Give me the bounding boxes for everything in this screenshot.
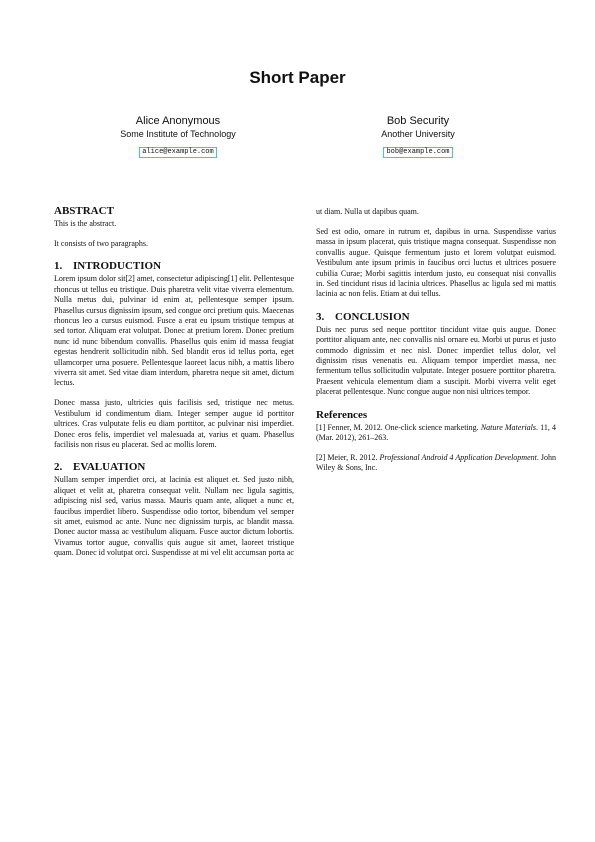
author-email-link[interactable]: bob@example.com xyxy=(383,147,452,158)
reference-text: . 11, 4 (Mar. 2012), 261–263. xyxy=(316,422,556,442)
abstract-paragraph-2: It consists of two paragraphs. xyxy=(54,238,148,248)
author-name: Bob Security xyxy=(386,115,450,127)
abstract-paragraph-1: This is the abstract. xyxy=(54,219,117,228)
author-email-link[interactable]: alice@example.com xyxy=(139,147,216,158)
reference-item-2 xyxy=(316,453,556,474)
reference-text: . John Wiley & Sons, Inc. xyxy=(316,452,556,473)
reference-text: [2] Meier, R. 2012. xyxy=(316,452,380,462)
section-title: EVALUATION xyxy=(73,461,146,474)
reference-item-1 xyxy=(316,423,556,444)
section-heading-evaluation xyxy=(54,461,294,474)
author-block-1 xyxy=(58,115,298,158)
references-heading: References xyxy=(316,408,368,421)
section-number: 3. xyxy=(316,310,325,323)
right-column xyxy=(316,207,556,474)
paper-title: Short Paper xyxy=(249,68,346,87)
evaluation-paragraph-2: Sed est odio, ornare in rutrum et, dapibus in urna. Suspendisse varius massa in ipsum placerat, quis tristique magna consequat. Suspendisse non convallis augue. Quisque fermentum justo et lorem volutpat euismod. Vestibulum ante ipsum primis in faucibus orci luctus et ultrices posuere cubilia Curae; Morbi sagittis interdum justo, eu consequat nisi convallis in. Sed tincidunt risus id lacinia ultrices. Phasellus ac ligula sed mi mattis lacinia ac non felis. Etiam at dui tellus. xyxy=(316,226,556,299)
author-name: Alice Anonymous xyxy=(135,115,221,127)
section-number: 2. xyxy=(54,461,63,474)
section-heading-introduction xyxy=(54,260,294,273)
reference-venue: Professional Android 4 Application Development xyxy=(379,452,537,462)
reference-text: [1] Fenner, M. 2012. One-click science marketing. xyxy=(316,422,481,432)
evaluation-paragraph-1: Nullam semper imperdiet orci, at lacinia est aliquet et. Sed justo nibh, aliquet et velit at, pharetra consequat velit. Nullam nec ligula sagittis, adipiscing nisl sed, varius massa. Mauris quam ante, aliquet a nunc et, faucibus imperdiet libero. Suspendisse odio tortor, bibendum vel semper sit amet, euismod ac ante. Nunc nec dignissim turpis, ac blandit massa. Donec auctor massa ac vestibulum aliquam. Fusce auctor dictum lobortis. Vivamus tortor augue, convallis quis augue sit amet, laoreet tristique quam. Donec id volutpat orci. Suspendisse at mi vel elit accumsan porta ac xyxy=(54,475,294,558)
author-affiliation: Another University xyxy=(381,129,455,139)
introduction-paragraph-1: Lorem ipsum dolor sit[2] amet, consectetur adipiscing[1] elit. Pellentesque rhoncus ut tellus eu tristique. Duis pharetra velit vitae viverra elementum. Nulla metus dui, pulvinar id enim at, pellentesque semper ipsum. Phasellus cursus dignissim ipsum, sed congue orci pretium quis. Maecenas rhoncus leo a cursus euismod. Fusce a erat eu ipsum tristique tempus at sed tortor. Aliquam erat volutpat. Donec at pretium lorem. Donec pretium nunc id nunc bibendum convallis. Phasellus quis enim id massa feugiat egestas hendrerit sollicitudin nibh. Sed blandit eros id tellus porta, eget ullamcorper urna posuere. Pellentesque laoreet lacus nibh, a mattis libero viverra sit amet. Sed vitae diam interdum, pharetra neque sit amet, dictum lectus. xyxy=(54,274,294,388)
evaluation-paragraph-1-continued: ut diam. Nulla ut dapibus quam. xyxy=(316,207,419,216)
conclusion-paragraph-1: Duis nec purus sed neque porttitor tincidunt vitae quis augue. Donec porttitor aliquam ante, nec convallis nisl ornare eu. Morbi ut purus et justo commodo dignissim et nec nisl. Donec imperdiet tellus dolor, vel dignissim risus venenatis eu. Aliquam tempor imperdiet massa, nec fermentum tellus sollicitudin vulputate. Integer posuere porttitor pharetra. Praesent vehicula elementum diam a suscipit. Morbi viverra velit eget placerat pellentesque. Nunc congue augue non nisi ultrices tempor. xyxy=(316,324,556,397)
introduction-paragraph-2: Donec massa justo, ultricies quis facilisis sed, tristique nec metus. Vestibulum id condimentum diam. Integer semper augue id porttitor ultrices. Cras vulputate felis eu diam porttitor, ac pulvinar nisi imperdiet. Donec eros felis, imperdiet vel malesuada at, varius et quam. Phasellus facilisis non risus eu placerat. Sed ac mollis lorem. xyxy=(54,398,294,449)
section-heading-conclusion xyxy=(316,311,556,324)
reference-venue: Nature Materials xyxy=(480,422,537,432)
section-number: 1. xyxy=(54,260,63,273)
section-title: CONCLUSION xyxy=(335,310,410,323)
author-affiliation: Some Institute of Technology xyxy=(120,129,236,139)
author-block-2 xyxy=(298,115,538,158)
section-title: INTRODUCTION xyxy=(73,260,162,273)
abstract-heading: ABSTRACT xyxy=(54,205,114,217)
left-column xyxy=(54,205,294,559)
